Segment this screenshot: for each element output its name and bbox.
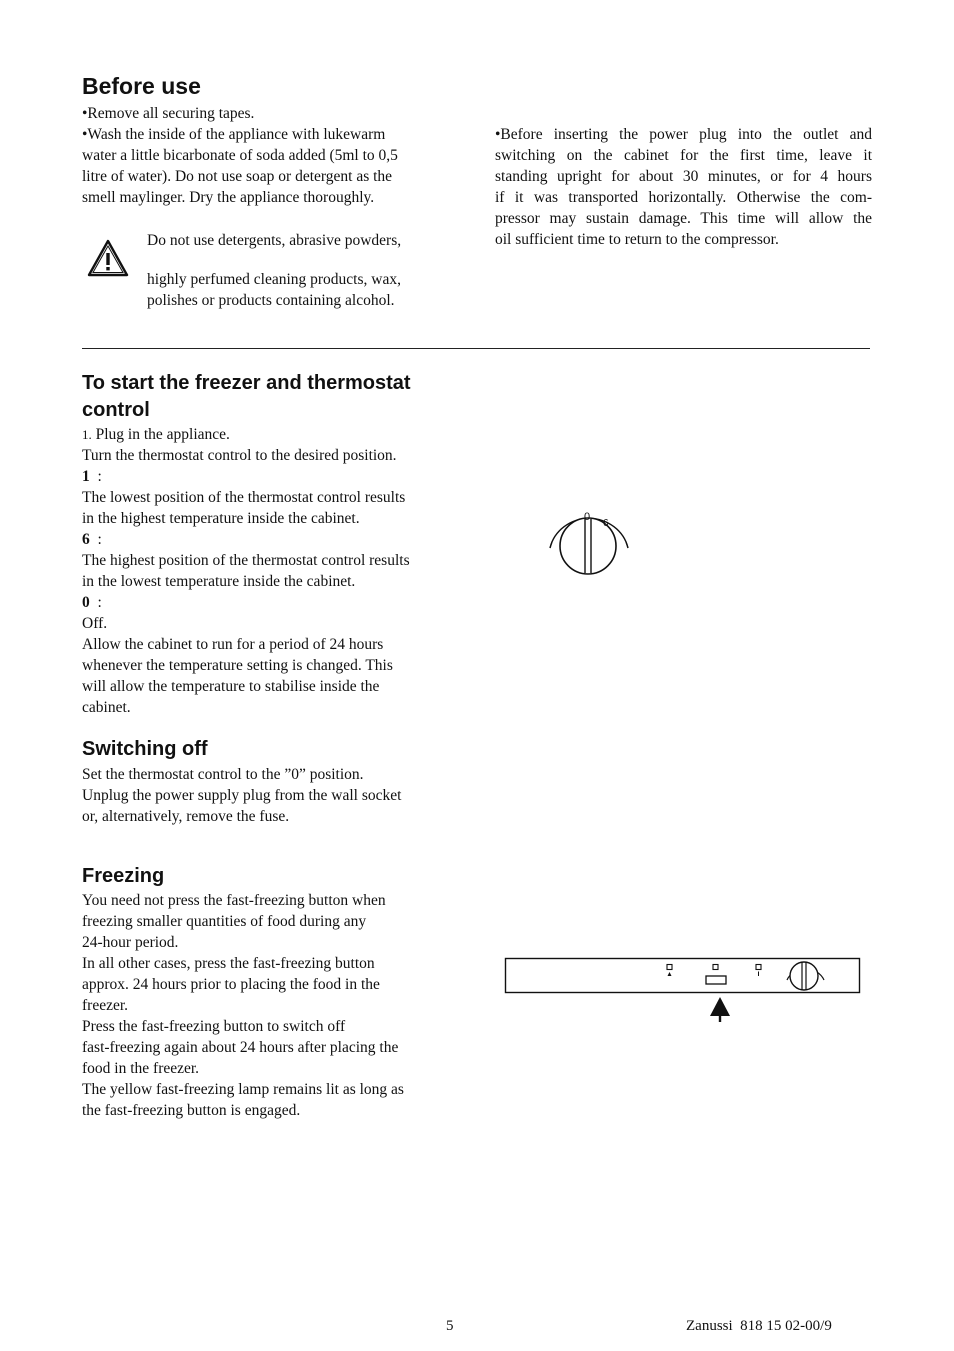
position-colon: : [89, 531, 102, 548]
text-line: food in the freezer. [82, 1060, 200, 1077]
start-heading [82, 370, 411, 423]
text-line: Turn the thermostat control to the desired position. [82, 447, 397, 464]
warning-line: Do not use detergents, abrasive powders, [147, 232, 402, 249]
before-use-instructions [82, 103, 462, 208]
text-line: pressor may sustain damage. This time will allow the [495, 210, 872, 227]
step-number: 1. [82, 427, 92, 442]
text-line: freezer. [82, 997, 129, 1014]
page-number: 5 [446, 1318, 454, 1334]
text-line: smell maylinger. Dry the appliance thoroughly. [82, 189, 375, 206]
text-line: cabinet. [82, 699, 131, 716]
switching-off-heading: Switching off [82, 738, 208, 760]
control-panel-illustration [504, 956, 864, 1026]
text-line: The lowest position of the thermostat control results [82, 489, 406, 506]
text-line: freezing smaller quantities of food during any [82, 913, 367, 930]
text-line: the fast-freezing button is engaged. [82, 1102, 301, 1119]
text-line: or, alternatively, remove the fuse. [82, 808, 290, 825]
dial-label-six: 6 [603, 518, 609, 529]
power-plug-instructions [495, 124, 872, 250]
text-line: 24-hour period. [82, 934, 179, 951]
text-line: Set the thermostat control to the ”0” position. [82, 766, 364, 783]
thermostat-dial-illustration [544, 502, 634, 582]
text-line: switching on the cabinet for the first time, leave it [495, 147, 872, 164]
before-use-heading: Before use [82, 73, 201, 99]
heading-line: control [82, 399, 150, 421]
text-line: if it was transported horizontally. Otherwise the com- [495, 189, 872, 206]
warning-line: highly perfumed cleaning products, wax, [147, 271, 401, 288]
text-line: in the highest temperature inside the cabinet. [82, 510, 360, 527]
text-line: •Remove all securing tapes. [82, 105, 255, 122]
position-line [82, 466, 472, 487]
text-line: water a little bicarbonate of soda added (5ml to 0,5 [82, 147, 398, 164]
text-line: You need not press the fast-freezing button when [82, 892, 386, 909]
start-instructions [82, 424, 472, 718]
position-colon: : [89, 594, 102, 611]
text-line: Press the fast-freezing button to switch off [82, 1018, 346, 1035]
text-line: Off. [82, 615, 108, 632]
step-line [82, 424, 472, 445]
freezing-heading: Freezing [82, 865, 165, 887]
section-divider [82, 348, 870, 349]
text-line: The yellow fast-freezing lamp remains lit as long as [82, 1081, 404, 1098]
text-line: •Before inserting the power plug into the outlet and [495, 126, 872, 143]
freezing-instructions [82, 890, 472, 1121]
warning-line: polishes or products containing alcohol. [147, 292, 395, 309]
text-line: Unplug the power supply plug from the wall socket [82, 787, 402, 804]
text-line: in the lowest temperature inside the cabinet. [82, 573, 356, 590]
text-line: fast-freezing again about 24 hours after placing the [82, 1039, 399, 1056]
switching-off-instructions [82, 764, 472, 827]
fast-freeze-button-illustration [706, 976, 726, 984]
heading-line: To start the freezer and thermostat [82, 372, 411, 394]
position-line [82, 529, 472, 550]
arrow-up-icon [710, 997, 730, 1022]
position-label: 6 [82, 531, 90, 548]
warning-triangle-icon [86, 238, 130, 278]
text-line: •Wash the inside of the appliance with lukewarm [82, 126, 386, 143]
text-line: Allow the cabinet to run for a period of 24 hours [82, 636, 384, 653]
text-line: approx. 24 hours prior to placing the food in the [82, 976, 380, 993]
text-line: The highest position of the thermostat control results [82, 552, 410, 569]
warning-text [147, 230, 467, 311]
text-line: whenever the temperature setting is changed. This [82, 657, 393, 674]
position-label: 0 [82, 594, 90, 611]
text-line: will allow the temperature to stabilise inside the [82, 678, 380, 695]
text-line: litre of water). Do not use soap or detergent as the [82, 168, 393, 185]
position-line [82, 592, 472, 613]
document-code: Zanussi 818 15 02-00/9 [686, 1318, 832, 1334]
text-line: standing upright for about 30 minutes, or for 4 hours [495, 168, 872, 185]
dial-label-zero: 0 [584, 511, 591, 523]
position-colon: : [89, 468, 102, 485]
step-text: Plug in the appliance. [91, 426, 230, 443]
text-line: oil sufficient time to return to the compressor. [495, 231, 779, 248]
text-line: In all other cases, press the fast-freezing button [82, 955, 375, 972]
position-label: 1 [82, 468, 90, 485]
